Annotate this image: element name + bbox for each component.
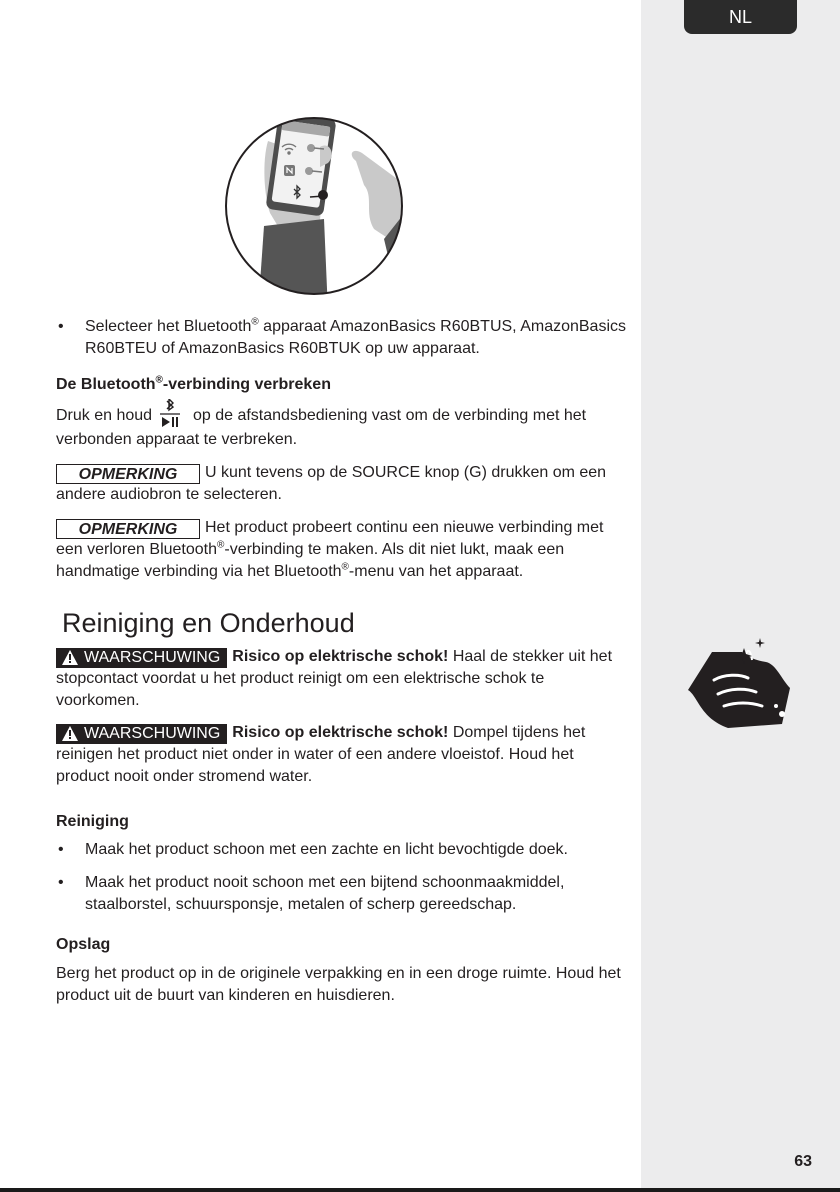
warning-triangle-icon <box>62 650 78 665</box>
list-item <box>56 316 628 360</box>
list-item <box>56 839 628 861</box>
warning-bold: Risico op elektrische schok! <box>232 724 449 741</box>
bluetooth-play-pause-icon <box>159 399 181 429</box>
registered-mark: ® <box>217 539 225 551</box>
warning-1 <box>56 646 628 712</box>
language-tab: NL <box>684 0 797 34</box>
bullet: • <box>58 874 64 891</box>
warning-label <box>56 724 227 744</box>
cleaning-heading: Reiniging <box>56 813 129 830</box>
heading-text: De Bluetooth <box>56 376 156 393</box>
registered-mark: ® <box>251 316 259 328</box>
text: Selecteer het Bluetooth <box>85 318 252 335</box>
cleaning-list <box>56 839 628 916</box>
registered-mark: ® <box>341 561 349 573</box>
sidebar <box>641 0 840 1192</box>
section-title: Reiniging en Onderhoud <box>62 608 355 638</box>
bottom-rule <box>0 1188 840 1192</box>
storage-text: Berg het product op in de originele verpakking en in een droge ruimte. Houd het product uit de buurt van kinderen en huisdieren. <box>56 965 621 1004</box>
note-text: U kunt tevens op de SOURCE knop (G) drukken om een andere audiobron te selecteren. <box>56 464 607 503</box>
warning-label <box>56 648 227 668</box>
warning-2 <box>56 722 628 788</box>
text: apparaat AmazonBasics R60BTUS, AmazonBasics R60BTEU of AmazonBasics R60BTUK op uw apparaat. <box>85 318 627 357</box>
note-text: -menu van het apparaat. <box>348 563 524 580</box>
warning-text: Dompel tijdens het reinigen het product niet onder in water of een andere vloeistof. Houd het product nooit onder stromend water. <box>56 724 586 785</box>
text: op de afstandsbediening vast om de verbinding met het verbonden apparaat te verbreken. <box>56 407 587 448</box>
select-step-list <box>56 316 628 360</box>
text: Maak het product schoon met een zachte en licht bevochtigde doek. <box>85 841 568 858</box>
nfc-icon <box>284 165 295 176</box>
storage-heading: Opslag <box>56 936 111 953</box>
disconnect-heading <box>56 374 628 396</box>
warning-label-text: WAARSCHUWING <box>84 649 221 666</box>
warning-label-text: WAARSCHUWING <box>84 725 221 742</box>
note-2 <box>56 517 628 583</box>
cleaning-cloth-icon <box>684 634 796 734</box>
list-item <box>56 872 628 916</box>
registered-mark: ® <box>155 374 163 386</box>
heading-text: -verbinding verbreken <box>162 376 331 393</box>
page-number: 63 <box>794 1153 812 1170</box>
disconnect-text <box>56 399 628 451</box>
warning-bold: Risico op elektrische schok! <box>232 648 449 665</box>
note-label: OPMERKING <box>56 519 200 539</box>
note-1 <box>56 462 628 506</box>
note-text: Het product probeert continu een nieuwe verbinding met een verloren Bluetooth <box>56 519 604 558</box>
text: Maak het product nooit schoon met een bijtend schoonmaakmiddel, staalborstel, schuursponsje, metalen of scherp gereedschap. <box>85 874 565 913</box>
note-text: -verbinding te maken. Als dit niet lukt, maak een handmatige verbinding via het Bluetooth <box>56 541 565 580</box>
note-label: OPMERKING <box>56 464 200 484</box>
bullet: • <box>58 318 64 335</box>
warning-triangle-icon <box>62 726 78 741</box>
bullet: • <box>58 841 64 858</box>
warning-text: Haal de stekker uit het stopcontact voordat u het product reinigt om een elektrische schok te voorkomen. <box>56 648 613 709</box>
text: Druk en houd <box>56 407 153 424</box>
phone-bluetooth-illustration <box>224 101 404 312</box>
content <box>56 316 628 1007</box>
